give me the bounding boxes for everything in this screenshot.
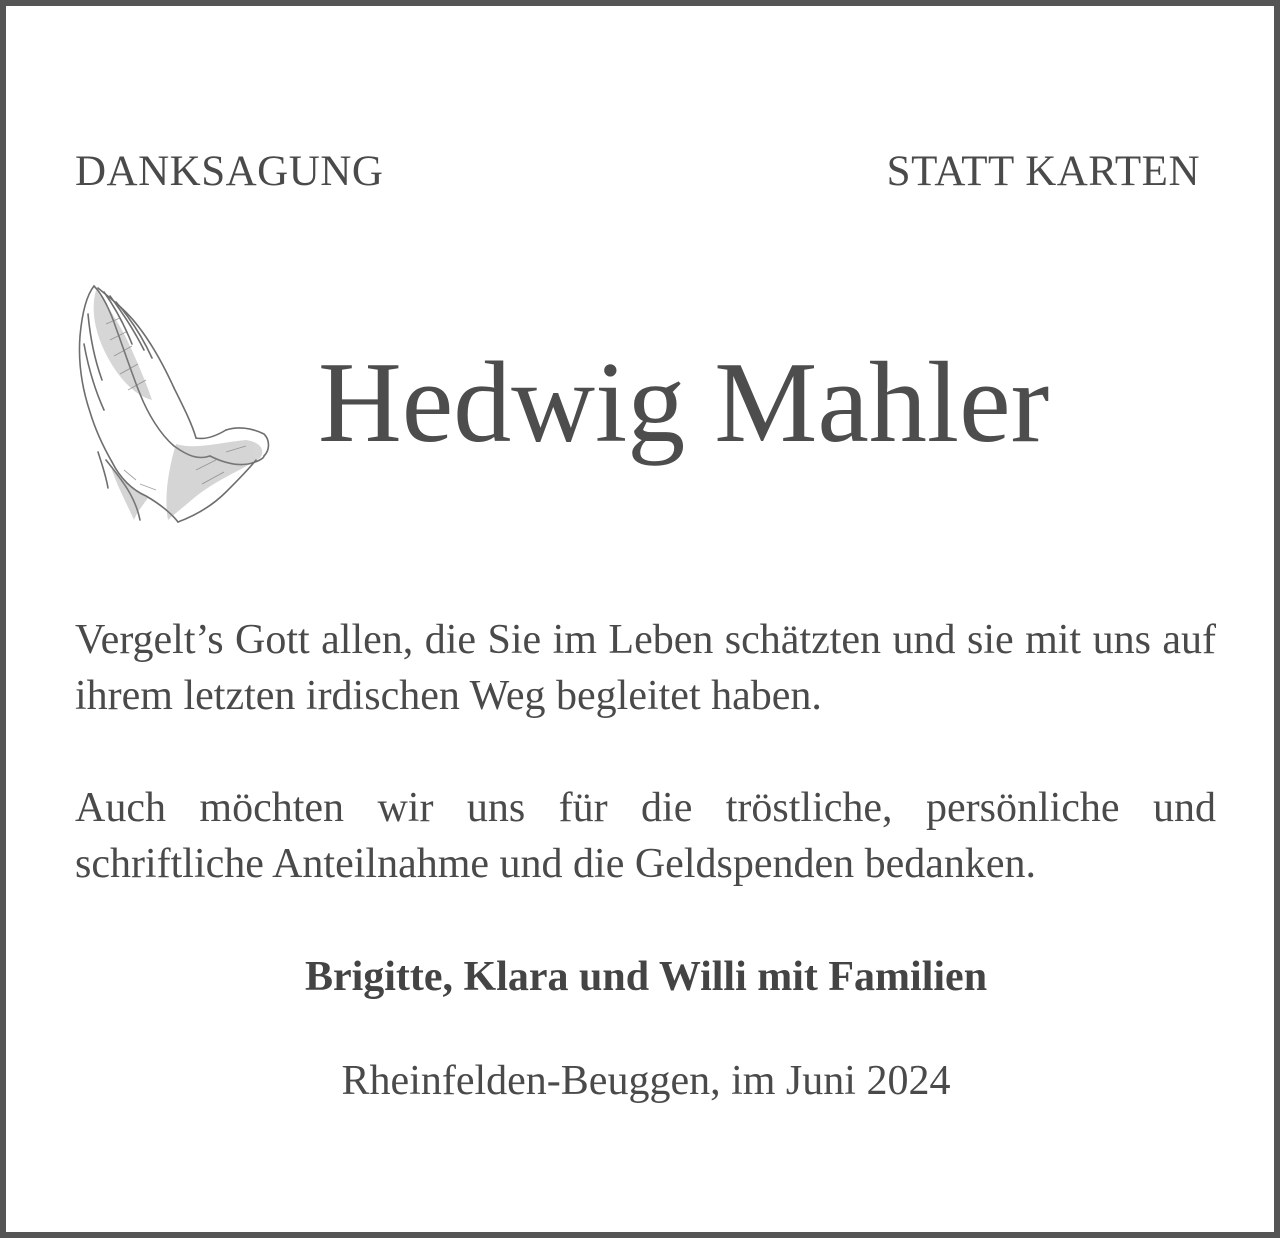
place-date: Rheinfelden-Beuggen, im Juni 2024 bbox=[341, 1058, 951, 1104]
deceased-name: Hedwig Mahler bbox=[318, 339, 1050, 467]
thanks-paragraph-2: Auch möchten wir uns für die tröstliche, persönliche und schriftliche Anteilnahme und die Geldspenden bedanken. bbox=[75, 785, 1216, 887]
header-thanks: DANKSAGUNG bbox=[75, 148, 384, 195]
signers: Brigitte, Klara und Willi mit Familien bbox=[304, 954, 988, 1000]
header-instead-of-cards: STATT KARTEN bbox=[886, 148, 1200, 195]
thanks-paragraph-1: Vergelt’s Gott allen, die Sie im Leben schätzten und sie mit uns auf ihrem letzten irdischen Weg begleitet haben. bbox=[75, 617, 1216, 719]
praying-hands-icon bbox=[76, 284, 272, 524]
